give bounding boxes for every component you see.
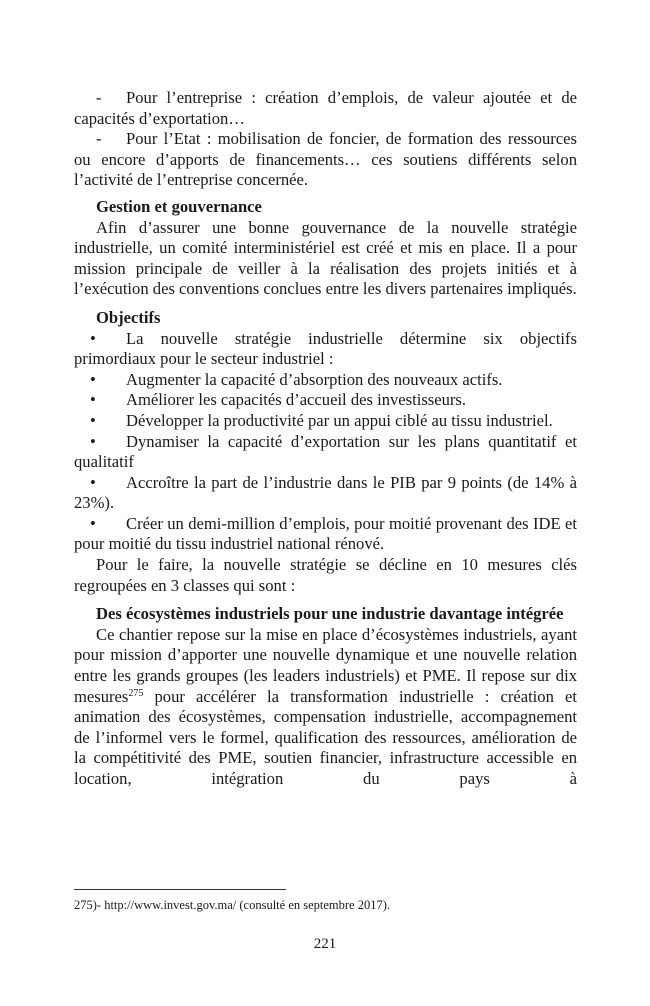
bullet-icon: • bbox=[90, 513, 96, 533]
paragraph-ecosystemes-part-b: pour accélérer la transformation industrielle : création et animation des écosystèmes, compensation industrielle, accompagnement de l’informel vers le formel, qualification des ressources, amélioration de la compétitivité des PME, soutien financier, infrastructure accessible en location, intégration du pays à bbox=[74, 686, 577, 788]
footnote-divider bbox=[74, 889, 286, 890]
list-item bbox=[74, 370, 577, 391]
bullet-text: Développer la productivité par un appui ciblé au tissu industriel. bbox=[126, 410, 553, 430]
paragraph-ecosystemes bbox=[74, 625, 577, 790]
page-body bbox=[74, 88, 577, 790]
bullet-icon: • bbox=[90, 369, 96, 389]
bullet-icon: • bbox=[90, 410, 96, 430]
bullet-text: Dynamiser la capacité d’exportation sur les plans quantitatif et qualitatif bbox=[74, 431, 577, 472]
dash-marker: - bbox=[96, 129, 102, 149]
list-item-etat bbox=[74, 129, 577, 191]
bullet-text: Augmenter la capacité d’absorption des nouveaux actifs. bbox=[126, 369, 503, 389]
bullet-text: Accroître la part de l’industrie dans le PIB par 9 points (de 14% à 23%). bbox=[74, 472, 577, 513]
list-item bbox=[74, 329, 577, 370]
footnote: 275)- http://www.invest.gov.ma/ (consulté en septembre 2017). bbox=[74, 898, 391, 912]
bullet-icon: • bbox=[90, 431, 96, 451]
dash-marker: - bbox=[96, 88, 102, 107]
paragraph-ecosystemes-part-a: Ce chantier repose sur la mise en place d’écosystèmes industriels, ayant pour mission d’apporter une nouvelle dynamique et une nouvelle relation entre les grands groupes (les leaders industriels) et PME. Il repose sur dix mesures bbox=[74, 624, 577, 706]
list-item bbox=[74, 514, 577, 555]
list-item bbox=[74, 473, 577, 514]
paragraph-entreprise: Pour l’entreprise : création d’emplois, de valeur ajoutée et de capacités d’exportation… bbox=[74, 88, 577, 128]
list-item bbox=[74, 432, 577, 473]
bullet-icon: • bbox=[90, 390, 96, 410]
bullet-icon: • bbox=[90, 472, 96, 492]
paragraph-gestion: Afin d’assurer une bonne gouvernance de la nouvelle stratégie industrielle, un comité interministériel est créé et mis en place. Il a pour mission principale de veiller à la réalisation des projets initiés et à l’exécution des conventions conclues entre les divers partenaires impliqués. bbox=[74, 217, 577, 299]
list-item bbox=[74, 411, 577, 432]
heading-ecosystemes: Des écosystèmes industriels pour une industrie davantage intégrée bbox=[96, 604, 564, 624]
heading-gestion: Gestion et gouvernance bbox=[96, 196, 262, 216]
list-item-entreprise bbox=[74, 88, 577, 129]
footnote-reference: 275 bbox=[128, 687, 144, 699]
heading-objectifs: Objectifs bbox=[96, 307, 161, 327]
paragraph-mesures: Pour le faire, la nouvelle stratégie se décline en 10 mesures clés regroupées en 3 classes qui sont : bbox=[74, 555, 577, 595]
bullet-text: La nouvelle stratégie industrielle détermine six objectifs primordiaux pour le secteur industriel : bbox=[74, 328, 577, 369]
paragraph-etat: Pour l’Etat : mobilisation de foncier, de formation des ressources ou encore d’apports de financements… ces soutiens différents selon l’activité de l’entreprise concernée. bbox=[74, 129, 577, 190]
bullet-icon: • bbox=[90, 328, 96, 348]
bullet-text: Créer un demi-million d’emplois, pour moitié provenant des IDE et pour moitié du tissu industriel national rénové. bbox=[74, 513, 577, 554]
bullet-text: Améliorer les capacités d’accueil des investisseurs. bbox=[126, 390, 467, 410]
page-number: 221 bbox=[313, 936, 337, 952]
list-item bbox=[74, 390, 577, 411]
